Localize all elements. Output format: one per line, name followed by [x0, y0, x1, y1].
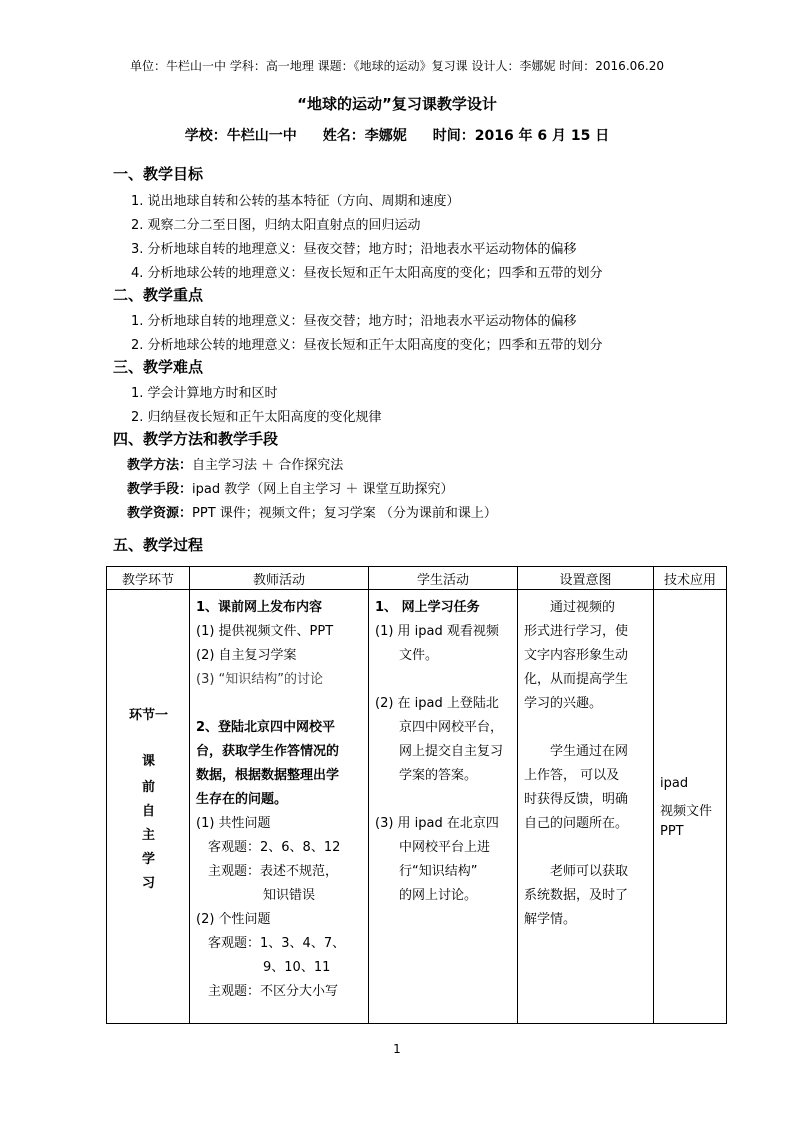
teacher-task-title: 数据，根据数据整理出学 [196, 768, 340, 783]
header-intent: 设置意图 [518, 567, 654, 590]
page-header: 单位：牛栏山一中 学科：高一地理 课题：《地球的运动》复习课 设计人：李娜妮 时间：2016.06.20 [130, 59, 664, 73]
teaching-resources-label: 教学资源： [127, 506, 193, 521]
document-title: “地球的运动”复习课教学设计 [297, 95, 497, 113]
student-line: (2) 在 ipad 上登陆北 [375, 696, 499, 711]
goal-item: 1. 说出地球自转和公转的基本特征（方向、周期和速度） [131, 194, 460, 209]
student-line: 京四中网校平台， [399, 720, 504, 735]
teacher-line: (1) 提供视频文件、PPT [196, 624, 334, 639]
student-line: (1) 用 ipad 观看视频 [375, 624, 499, 639]
intent-line: 时获得反馈，明确 [524, 792, 629, 807]
table-header-row [107, 567, 727, 590]
teaching-means-line [127, 478, 454, 497]
teaching-means-value: ipad 教学（网上自主学习 ＋ 课堂互助探究） [192, 482, 454, 497]
header-teacher: 教师活动 [190, 567, 369, 590]
time-label: 时间： [432, 128, 475, 144]
tech-cell [654, 590, 727, 1024]
tech-item: ipad [660, 776, 689, 791]
school-label: 学校： [184, 128, 227, 144]
teacher-line: 主观题：表述不规范， [208, 864, 339, 879]
page-number: 1 [393, 1042, 401, 1056]
teacher-line: 客观题：2、6、8、12 [208, 840, 341, 855]
section-heading-key-points: 二、教学重点 [113, 286, 204, 304]
teacher-line: 客观题：1、3、4、7、 [208, 936, 346, 951]
student-line: (3) 用 ipad 在北京四 [375, 816, 499, 831]
teaching-means-label: 教学手段： [127, 482, 193, 497]
intent-line: 形式进行学习，使 [524, 624, 629, 639]
teaching-resources-value: PPT 课件；视频文件；复习学案 （分为课前和课上） [192, 506, 497, 521]
section-heading-difficulties: 三、教学难点 [113, 358, 204, 376]
student-line: 学案的答案。 [399, 768, 478, 783]
intent-line: 学习的兴趣。 [524, 696, 603, 711]
intent-line: 解学情。 [524, 912, 577, 927]
tech-item: 视频文件 [660, 804, 713, 819]
teacher-task-title: 生存在的问题。 [196, 792, 288, 807]
teacher-task-title: 台，获取学生作答情况的 [196, 744, 340, 759]
student-line: 行“知识结构” [399, 864, 478, 879]
intent-line: 文字内容形象生动 [524, 648, 629, 663]
teaching-method-value: 自主学习法 ＋ 合作探究法 [192, 458, 344, 473]
teacher-line: 9、10、11 [263, 960, 331, 975]
student-task-title: 1、 网上学习任务 [375, 600, 480, 615]
intent-line: 通过视频的 [550, 600, 616, 615]
section-heading-process: 五、教学过程 [113, 536, 204, 554]
student-line: 中网校平台上进 [399, 840, 491, 855]
stage-char: 前 [141, 780, 155, 795]
intent-line: 老师可以获取 [550, 864, 629, 879]
time-value: 2016 年 6 月 15 日 [474, 128, 610, 144]
intent-line: 系统数据，及时了 [524, 888, 629, 903]
teaching-method-label: 教学方法： [127, 458, 193, 473]
teaching-resources-line [127, 502, 497, 521]
stage-char: 习 [141, 876, 155, 891]
tech-item: PPT [660, 824, 684, 839]
teacher-line: (2) 个性问题 [196, 912, 271, 927]
goal-item: 3. 分析地球自转的地理意义：昼夜交替；地方时；沿地表水平运动物体的偏移 [131, 242, 577, 257]
section-heading-methods: 四、教学方法和教学手段 [113, 430, 279, 448]
intent-cell [518, 590, 654, 1024]
intent-line: 自己的问题所在。 [524, 816, 629, 831]
process-table [106, 566, 727, 1024]
teacher-task-title: 1、课前网上发布内容 [196, 600, 323, 615]
intent-line: 学生通过在网 [550, 744, 629, 759]
student-activity-cell [369, 590, 518, 1024]
stage-char: 自 [141, 804, 155, 819]
goal-item: 4. 分析地球公转的地理意义：昼夜长短和正午太阳高度的变化；四季和五带的划分 [131, 266, 603, 281]
intent-line: 上作答， 可以及 [524, 768, 620, 783]
difficulty-item: 2. 归纳昼夜长短和正午太阳高度的变化规律 [131, 410, 382, 425]
school-value: 牛栏山一中 [226, 128, 297, 144]
teacher-activity-cell [190, 590, 369, 1024]
teacher-line: (2) 自主复习学案 [196, 648, 297, 663]
teacher-line: 知识错误 [263, 888, 316, 903]
section-heading-goals: 一、教学目标 [113, 165, 204, 183]
teacher-line: (1) 共性问题 [196, 816, 271, 831]
stage-cell [107, 590, 190, 1024]
teacher-line: 主观题：不区分大小写 [208, 984, 339, 999]
header-tech: 技术应用 [654, 567, 727, 590]
stage-title: 环节一 [128, 708, 168, 723]
document-subtitle [0, 125, 794, 145]
difficulty-item: 1. 学会计算地方时和区时 [131, 386, 278, 401]
header-student: 学生活动 [369, 567, 518, 590]
student-line: 网上提交自主复习 [399, 744, 504, 759]
key-point-item: 1. 分析地球自转的地理意义：昼夜交替；地方时；沿地表水平运动物体的偏移 [131, 314, 577, 329]
teaching-method-line [127, 454, 343, 473]
key-point-item: 2. 分析地球公转的地理意义：昼夜长短和正午太阳高度的变化；四季和五带的划分 [131, 338, 603, 353]
teacher-task-title: 2、登陆北京四中网校平 [196, 720, 336, 735]
student-line: 的网上讨论。 [399, 888, 478, 903]
table-row [107, 590, 727, 1024]
stage-char: 主 [141, 828, 155, 843]
header-stage: 教学环节 [107, 567, 190, 590]
intent-line: 化，从而提高学生 [524, 672, 629, 687]
stage-char: 课 [141, 754, 155, 769]
student-line: 文件。 [399, 648, 439, 663]
goal-item: 2. 观察二分二至日图，归纳太阳直射点的回归运动 [131, 218, 421, 233]
teacher-line: (3) “知识结构”的讨论 [196, 672, 324, 687]
name-label: 姓名： [322, 128, 365, 144]
stage-char: 学 [141, 852, 155, 867]
name-value: 李娜妮 [364, 128, 407, 144]
